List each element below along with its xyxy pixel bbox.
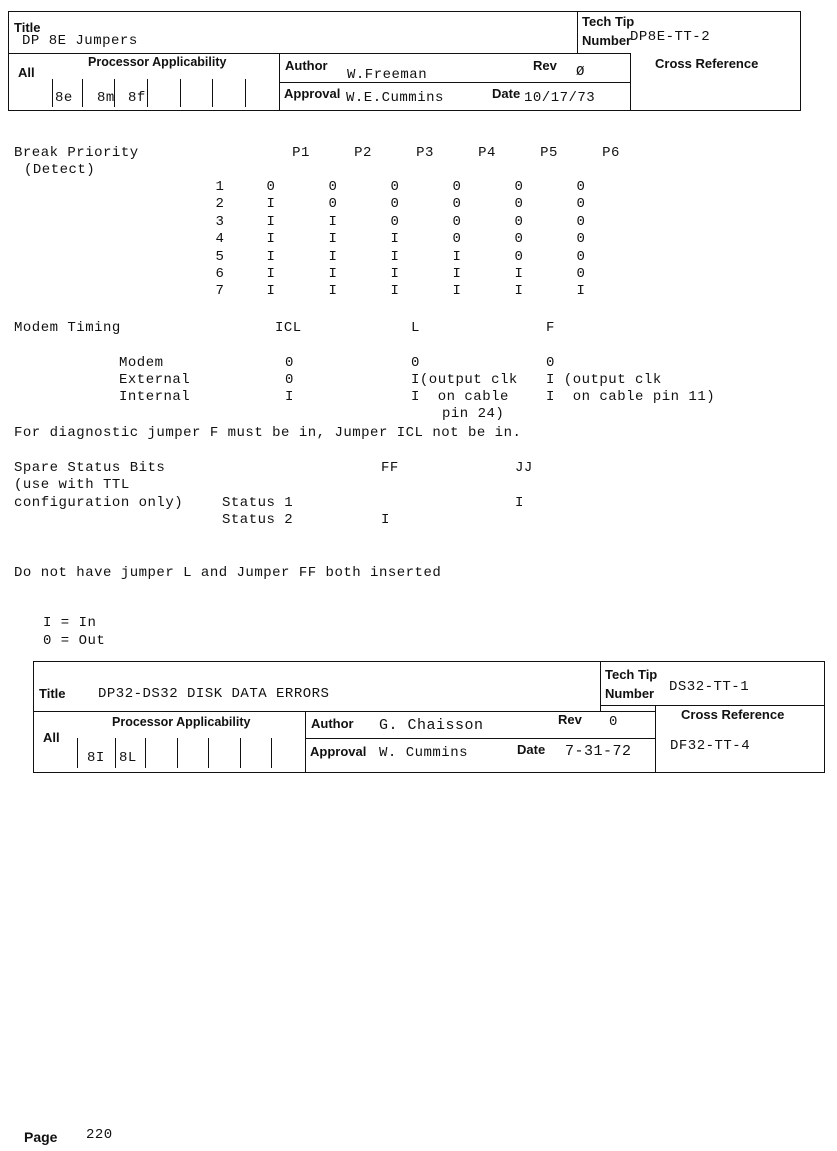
table-cell: I: [514, 283, 524, 300]
table-cell: I: [452, 265, 462, 282]
header-2-tech-tip-label: Tech Tip: [605, 667, 658, 682]
row-number: 3: [215, 213, 225, 230]
table-cell: I: [328, 231, 338, 248]
break-priority-label: Break Priority: [14, 145, 139, 161]
table-cell: 0: [390, 179, 400, 195]
header-2-author: G. Chaisson: [379, 717, 484, 734]
table-cell: I: [576, 283, 586, 300]
header-1-date: 10/17/73: [524, 90, 596, 106]
status-row-name: Status 1: [222, 495, 294, 511]
table-cell: I: [266, 231, 276, 248]
modem-l-continuation: pin 24): [442, 406, 505, 422]
header-1-author-label: Author: [285, 58, 328, 73]
modem-row-l: 0: [411, 355, 420, 371]
table-cell: I: [390, 265, 400, 282]
header-2-processor: 8I: [87, 750, 105, 766]
header-1-date-label: Date: [492, 86, 521, 101]
header-1-approval: W.E.Cummins: [346, 90, 444, 106]
table-cell: I: [452, 248, 462, 265]
table-cell: 0: [514, 179, 524, 195]
table-cell: 0: [452, 196, 462, 213]
header-2-proc-divider: [305, 711, 306, 773]
modem-row-name: Internal: [119, 389, 191, 405]
header-2-approval-label: Approval: [310, 744, 367, 759]
table-cell: I: [266, 265, 276, 282]
spare-status-label-3: configuration only): [14, 495, 184, 511]
table-cell: I: [514, 265, 524, 282]
table-cell: 0: [514, 231, 524, 248]
row-number: 2: [215, 196, 225, 213]
table-cell: I: [390, 231, 400, 248]
modem-row-icl: 0: [285, 372, 294, 388]
header-2-date-label: Date: [517, 742, 546, 757]
table-cell: 0: [514, 196, 524, 213]
header-2-tech-tip-number: DS32-TT-1: [669, 679, 750, 695]
column-header: P5: [540, 145, 558, 161]
table-cell: 0: [576, 265, 586, 282]
table-cell: I: [328, 265, 338, 282]
modem-row-f: 0: [546, 355, 555, 371]
header-2-number-label: Number: [605, 686, 655, 701]
header-2-approval: W. Cummins: [379, 745, 469, 761]
header-1-number-label: Number: [582, 33, 632, 48]
status-row-jj: I: [515, 495, 524, 511]
modem-row-l: I(output clk: [411, 372, 518, 388]
modem-row-l: I on cable: [411, 389, 509, 405]
header-2-cross-reference: DF32-TT-4: [670, 738, 751, 754]
header-2-author-label: Author: [311, 716, 354, 731]
modem-timing-col-icl: ICL: [275, 320, 302, 336]
table-cell: I: [390, 283, 400, 300]
header-2-processor: 8L: [119, 750, 137, 766]
header-2-processor-boxes: [77, 738, 275, 768]
header-2-right-divider: [600, 705, 825, 706]
header-2-rev: 0: [609, 714, 618, 730]
header-1-title-divider: [577, 11, 578, 54]
header-2-processor-applicability-label: Processor Applicability: [112, 715, 251, 729]
table-cell: 0: [452, 213, 462, 230]
row-number: 5: [215, 248, 225, 265]
spare-status-col-ff: FF: [381, 460, 399, 476]
header-1-processor-applicability-label: Processor Applicability: [88, 55, 227, 69]
modem-timing-col-f: F: [546, 320, 555, 336]
table-cell: I: [328, 213, 338, 230]
header-2-xref-divider: [655, 705, 656, 773]
column-header: P6: [602, 145, 620, 161]
header-2-title-divider: [600, 661, 601, 711]
table-cell: I: [328, 283, 338, 300]
header-1-tech-tip-number: DP8E-TT-2: [630, 29, 711, 45]
header-1-processor-boxes: [52, 79, 248, 107]
header-1-cross-reference-label: Cross Reference: [655, 56, 759, 71]
modem-row-name: Modem: [119, 355, 164, 371]
header-2-rev-label: Rev: [558, 712, 582, 727]
modem-row-f: I (output clk: [546, 372, 662, 388]
modem-row-f: I on cable pin 11): [546, 389, 716, 405]
table-cell: I: [266, 196, 276, 213]
header-1-title: DP 8E Jumpers: [22, 33, 138, 49]
table-cell: I: [390, 248, 400, 265]
table-cell: I: [266, 213, 276, 230]
header-1-tech-tip-label: Tech Tip: [582, 14, 635, 29]
table-cell: 0: [452, 179, 462, 195]
break-priority-table: [200, 179, 612, 301]
table-cell: 0: [576, 179, 586, 195]
header-2-all-label: All: [43, 730, 60, 745]
column-header: P4: [478, 145, 496, 161]
legend-out: 0 = Out: [43, 633, 106, 649]
header-1-processor: 8m: [97, 90, 115, 106]
modem-row-name: External: [119, 372, 191, 388]
table-cell: 0: [390, 213, 400, 230]
header-1-approval-label: Approval: [284, 86, 341, 101]
header-2-author-divider: [305, 738, 655, 739]
header-1-author: W.Freeman: [347, 67, 428, 83]
header-1-processor: 8f: [128, 90, 146, 106]
jumper-warning: Do not have jumper L and Jumper FF both inserted: [14, 565, 442, 581]
column-header: P2: [354, 145, 372, 161]
table-cell: 0: [576, 196, 586, 213]
header-1-all-label: All: [18, 65, 35, 80]
table-cell: I: [328, 248, 338, 265]
page-number: 220: [86, 1127, 113, 1143]
row-number: 1: [215, 179, 225, 195]
table-cell: 0: [266, 179, 276, 195]
modem-timing-note: For diagnostic jumper F must be in, Jumper ICL not be in.: [14, 425, 522, 441]
page-label: Page: [24, 1129, 58, 1145]
header-2-date: 7-31-72: [565, 743, 632, 760]
break-priority-column-headers: [270, 145, 642, 161]
header-1-row-divider: [8, 53, 630, 54]
table-cell: 0: [514, 248, 524, 265]
spare-status-label-2: (use with TTL: [14, 477, 130, 493]
table-cell: I: [266, 248, 276, 265]
header-1-rev: Ø: [576, 64, 585, 80]
row-number: 7: [215, 283, 225, 300]
column-header: P1: [292, 145, 310, 161]
header-1-title-label: Title: [14, 20, 41, 35]
modem-timing-label: Modem Timing: [14, 320, 121, 336]
table-cell: 0: [576, 248, 586, 265]
status-row-name: Status 2: [222, 512, 294, 528]
header-2-cross-reference-label: Cross Reference: [681, 707, 785, 722]
spare-status-col-jj: JJ: [515, 460, 533, 476]
table-cell: 0: [576, 213, 586, 230]
header-2-title: DP32-DS32 DISK DATA ERRORS: [98, 686, 330, 702]
break-priority-sublabel: (Detect): [24, 162, 96, 178]
spare-status-label: Spare Status Bits: [14, 460, 166, 476]
modem-row-icl: I: [285, 389, 294, 405]
header-1-processor: 8e: [55, 90, 73, 106]
table-cell: 0: [328, 179, 338, 195]
header-1-xref-divider: [630, 53, 631, 111]
table-cell: 0: [514, 213, 524, 230]
table-cell: 0: [576, 231, 586, 248]
modem-timing-col-l: L: [411, 320, 420, 336]
header-1-rev-label: Rev: [533, 58, 557, 73]
legend-in: I = In: [43, 615, 97, 631]
table-cell: 0: [328, 196, 338, 213]
table-cell: I: [452, 283, 462, 300]
row-number: 4: [215, 231, 225, 248]
column-header: P3: [416, 145, 434, 161]
table-cell: 0: [390, 196, 400, 213]
status-row-ff: I: [381, 512, 390, 528]
table-cell: I: [266, 283, 276, 300]
row-number: 6: [215, 265, 225, 282]
modem-row-icl: 0: [285, 355, 294, 371]
header-1-author-divider: [279, 82, 630, 83]
table-cell: 0: [452, 231, 462, 248]
header-2-title-label: Title: [39, 686, 66, 701]
